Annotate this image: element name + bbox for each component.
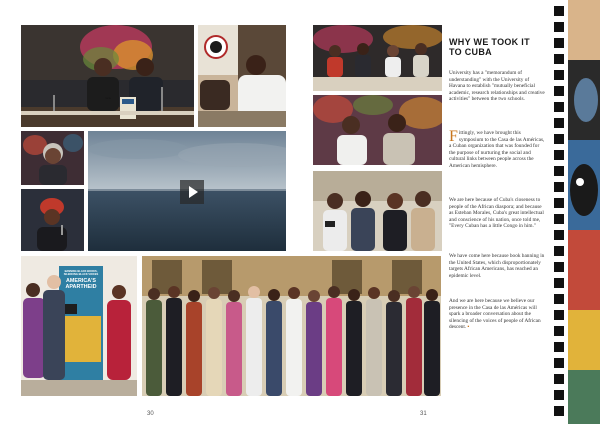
photo-four-posing (313, 171, 442, 251)
article-paragraph-1 (449, 70, 545, 103)
photo-speaker-white-shirt (198, 25, 286, 127)
photo-elderly-woman (21, 131, 84, 185)
photo-woman-red-headwrap (21, 189, 84, 251)
page-number-left: 30 (147, 411, 154, 417)
poster-text (61, 270, 101, 290)
photo-panel-two-men (21, 25, 194, 127)
article-paragraph-3 (449, 197, 545, 230)
photo-two-laughing (313, 95, 442, 165)
photo-large-group (142, 256, 441, 396)
end-mark-icon: ▪ (467, 324, 470, 331)
poster-line-1: BANNING BLACK BOOKS, (64, 270, 98, 273)
article-heading: WHY WE TOOK IT TO CUBA (449, 37, 530, 57)
article-paragraph-2 (449, 130, 545, 170)
poster-line-2: SILENCING BLACK VOICES (63, 273, 99, 277)
artwork-right-edge (550, 0, 600, 424)
paragraph-5-text: And we are here because we believe our presence in the Casa de las Américas will spark a broader conversation about the silencing of the voices of people of African descent. (449, 298, 541, 331)
paragraph-2-text: ittingly, we have brought this symposium to the Casa de las Américas, a Cuban organization that was founded for the purpose of nurturing the social and cultural links between people across the American hemisphere. (449, 130, 545, 169)
poster-title-2: APARTHEID (65, 284, 97, 291)
paragraph-3-text: We are here because of Cuba's closeness to people of the African diaspora; and because as Esteban Morales, Cuba's great intellectual and conscience of his nation, once told me, "Every Cuban has a little Congo in him." (449, 197, 544, 230)
play-icon[interactable] (180, 180, 204, 204)
book-cover-title: ADVENTURES IN TRUTH (101, 97, 115, 100)
page-number-right: 31 (420, 411, 427, 417)
article-paragraph-5 (449, 298, 545, 331)
article-paragraph-4 (449, 253, 545, 279)
poster-title-1: AMERICA'S (65, 278, 97, 285)
dropcap: F (449, 128, 458, 145)
photo-panel-four (313, 25, 442, 91)
book-cover-label (99, 97, 117, 103)
paragraph-1-text: University has a "memorandum of understanding" with the University of Havana to establish "mutually beneficial academic, research relationships and creative activities" between the two schools. (449, 70, 545, 103)
paragraph-4-text: We have come here because book banning in the United States, which disproportionately targets African Americans, has reached an epidemic level. (449, 253, 545, 279)
